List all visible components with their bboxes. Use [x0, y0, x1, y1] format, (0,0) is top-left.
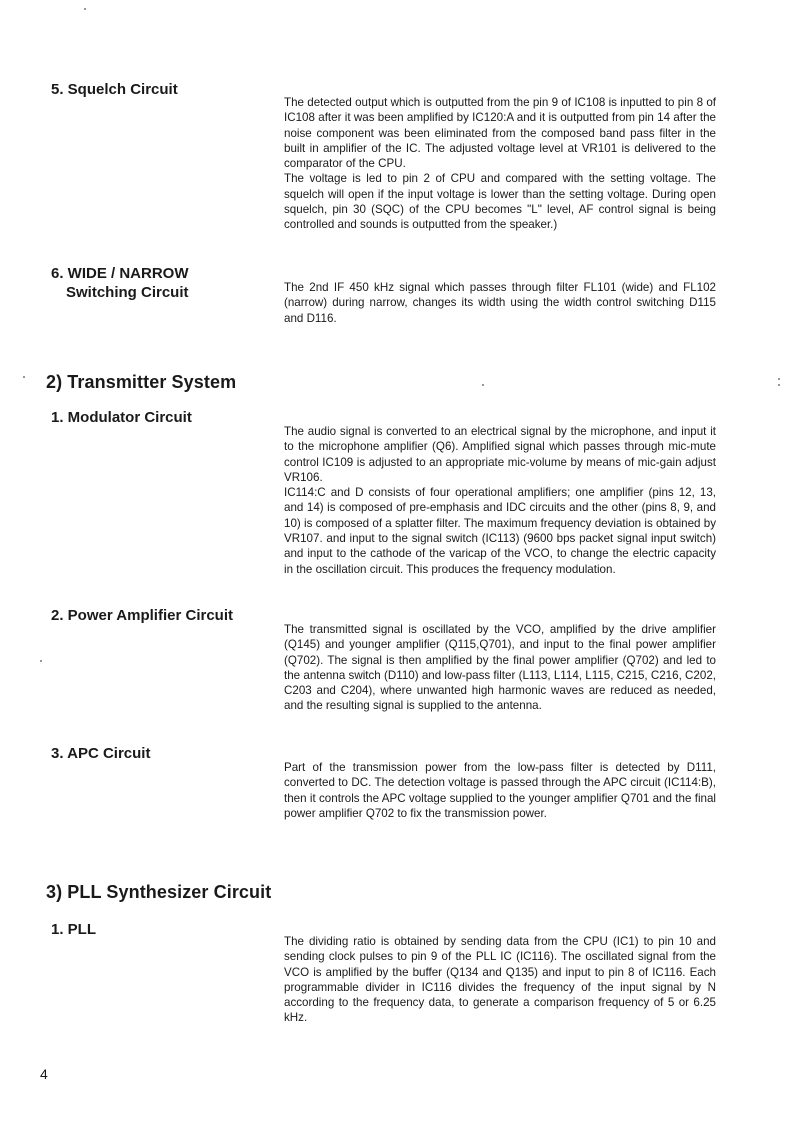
scan-speck: [40, 660, 42, 662]
modulator-paragraph: [284, 424, 716, 577]
scan-speck: [482, 384, 484, 386]
squelch-paragraph-part-1: The detected output which is outputted from the pin 9 of IC108 is inputted to pin 8 of IC108 after it was been amplified by IC120:A and it is outputted from pin 14 after the noise component was been eliminated from the composed band pass filter in the built in amplifier of the IC. The adjusted voltage level at VR101 is delivered to the comparator of the CPU.: [284, 96, 716, 171]
squelch-paragraph-part-2: The voltage is led to pin 2 of CPU and compared with the setting voltage. The squelch will open if the input voltage is lower than the setting voltage. During open squelch, pin 30 (SQC) of the CPU becomes "L" level, AF control signal is being controlled and sounds is outputted from the speaker.): [284, 172, 716, 232]
pll-synthesizer-heading: 3) PLL Synthesizer Circuit: [46, 882, 272, 902]
pll-paragraph: The dividing ratio is obtained by sending data from the CPU (IC1) to pin 10 and sending clock pulses to pin 9 of the PLL IC (IC116). The oscillated signal from the VCO is amplified by the buffer (Q134 and Q135) and input to pin 8 of IC116. Each programmable divider in IC116 divides the frequency of the input signal by N according to the frequency data, to generate a comparison frequency of 5 or 6.25 kHz.: [284, 935, 716, 1025]
power-amplifier-paragraph: The transmitted signal is oscillated by the VCO, amplified by the drive amplifier (Q145) and younger amplifier (Q115,Q701), and input to the final power amplifier (Q702). The signal is then amplified by the final power amplifier (Q702) and led to the antenna switch (D110) and low-pass filter (L113, L114, L115, C215, C216, C202, C203 and C204), where unwanted high harmonic waves are reduced as needed, and the resulting signal is supplied to the antenna.: [284, 623, 716, 713]
wide-narrow-heading: [51, 264, 189, 302]
scan-speck: [778, 384, 780, 386]
scan-speck: [778, 378, 780, 380]
apc-paragraph: Part of the transmission power from the low-pass filter is detected by D111, converted to DC. The detection voltage is passed through the APC circuit (IC114:B), then it controls the APC voltage supplied to the younger amplifier Q701 and the final power amplifier Q702 to fix the transmission power.: [284, 761, 716, 820]
wide-narrow-heading-line-1: 6. WIDE / NARROW: [51, 265, 189, 282]
power-amplifier-heading: 2. Power Amplifier Circuit: [51, 607, 233, 624]
squelch-heading: 5. Squelch Circuit: [51, 81, 178, 98]
page-number: 4: [40, 1066, 48, 1082]
transmitter-system-heading: 2) Transmitter System: [46, 372, 237, 392]
wide-narrow-heading-line-2: Switching Circuit: [66, 284, 189, 301]
squelch-paragraph: [284, 95, 716, 233]
modulator-heading: 1. Modulator Circuit: [51, 409, 192, 426]
scan-speck: [84, 8, 86, 10]
modulator-paragraph-part-2: IC114:C and D consists of four operational amplifiers; one amplifier (pins 12, 13, and 14) is composed of pre-emphasis and IDC circuits and the other (pins 8, 9, and 10) is composed of a splatter filter. The maximum frequency deviation is obtained by VR107. and input to the signal switch (IC113) (9600 bps packet signal input switch) and input to the cathode of the varicap of the VCO, to change the electric capacity in the oscillation circuit. This produces the frequency modulation.: [284, 486, 716, 576]
apc-heading: 3. APC Circuit: [51, 745, 151, 762]
pll-heading: 1. PLL: [51, 921, 97, 938]
scan-speck: [23, 376, 25, 378]
modulator-paragraph-part-1: The audio signal is converted to an electrical signal by the microphone, and input it to the microphone amplifier (Q6). Amplified signal which passes through mic-mute control IC109 is adjusted to an appropriate mic-volume by means of mic-gain adjust VR106.: [284, 425, 716, 484]
wide-narrow-paragraph: The 2nd IF 450 kHz signal which passes through filter FL101 (wide) and FL102 (narrow) during narrow, changes its width using the width control switching D115 and D116.: [284, 281, 716, 325]
